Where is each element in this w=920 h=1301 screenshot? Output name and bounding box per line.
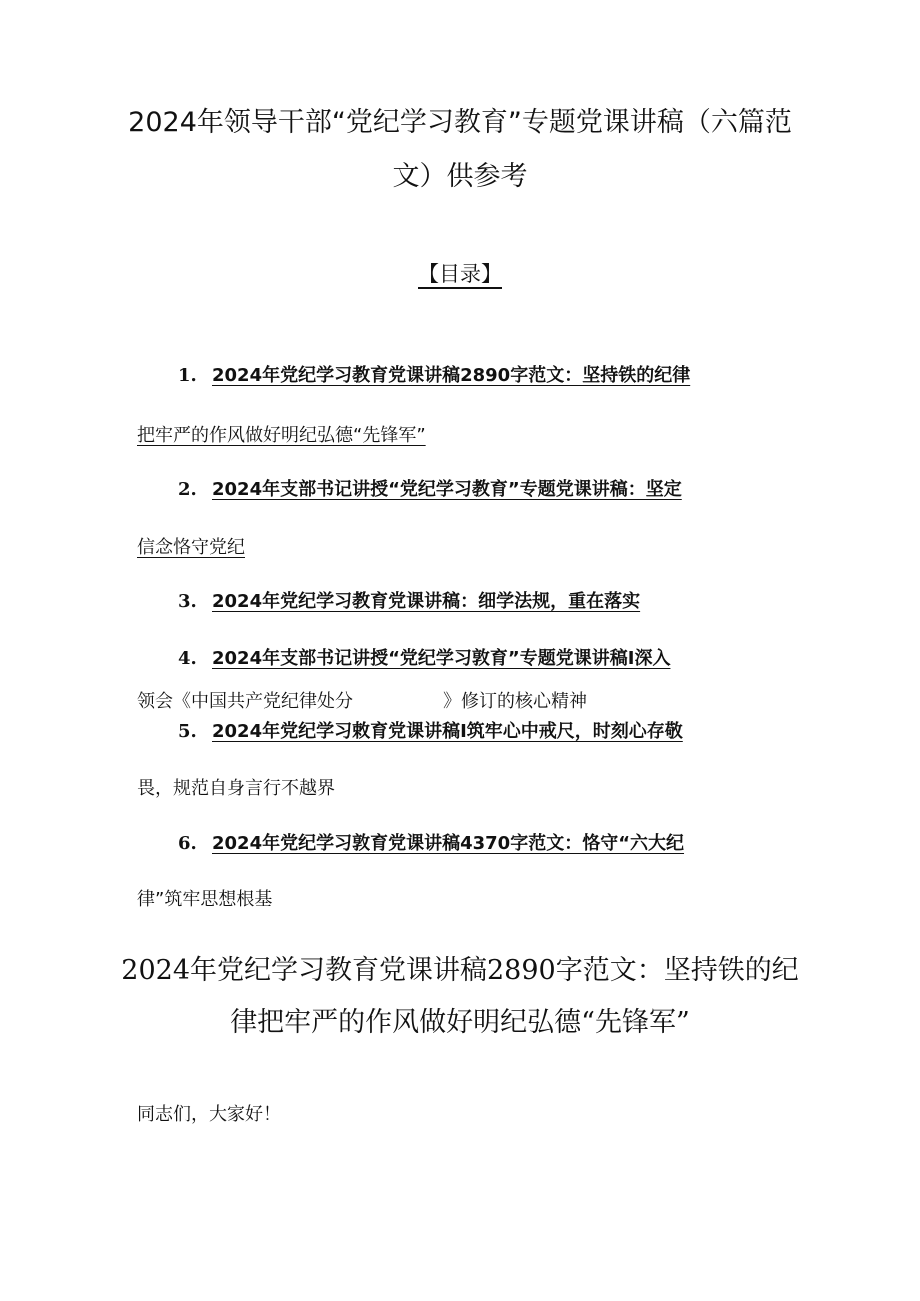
- toc-item-text: 2024年党纪学习敕育党课讲稿I筑牢心中戒尺，时刻心存敬: [212, 721, 683, 742]
- toc-item-2[interactable]: [178, 478, 682, 502]
- toc-item-number: 1.: [178, 365, 197, 386]
- page-title: 2024年领导干部“党纪学习教育”专题党课讲稿（六篇范文）供参考: [128, 107, 792, 192]
- toc-item-text: 2024年支部书记讲授“党纪学习教育”专题党课讲稿：坚定: [212, 479, 682, 500]
- toc-item-6-continuation[interactable]: [137, 888, 272, 912]
- toc-heading: [0, 254, 920, 294]
- toc-item-text: 2024年党纪学习教育党课讲稿2890字范文：坚持铁的纪律: [212, 365, 691, 386]
- toc-item-text: 律”筑牢思想根基: [137, 889, 273, 910]
- toc-item-text: 》修订的核心精神: [443, 691, 587, 712]
- toc-item-6[interactable]: [178, 832, 684, 856]
- toc-item-number: 3.: [178, 591, 197, 612]
- toc-item-text: 畏，规范自身言行不越界: [137, 778, 335, 799]
- toc-item-number: 4.: [178, 648, 197, 669]
- toc-item-text: 2024年党纪学习教育党课讲稿：细学法规，重在落实: [212, 591, 641, 612]
- toc-item-4[interactable]: [178, 647, 670, 671]
- toc-item-text: 2024年党纪学习敦育党课讲稿4370字范文：恪守“六大纪: [212, 833, 685, 854]
- toc-item-text: 把牢严的作风做好明纪弘德“先锋军”: [137, 425, 426, 446]
- toc-item-1[interactable]: [178, 364, 690, 388]
- toc-item-number: 5.: [178, 721, 197, 742]
- toc-item-number: 6.: [178, 833, 197, 854]
- toc-item-text: 信念恪守党纪: [137, 537, 245, 558]
- toc-item-5-continuation[interactable]: [137, 777, 335, 801]
- toc-item-2-continuation[interactable]: [137, 536, 245, 560]
- toc-item-3[interactable]: [178, 590, 640, 614]
- section-title: 2024年党纪学习教育党课讲稿2890字范文：坚持铁的纪律把牢严的作风做好明纪弘德“先锋军”: [121, 955, 799, 1038]
- toc-item-4-continuation[interactable]: [137, 690, 587, 714]
- toc-item-5[interactable]: [178, 720, 683, 744]
- toc-item-text: 2024年支部书记讲授“党纪学习敦育”专题党课讲稿I深入: [212, 648, 671, 669]
- toc-item-1-continuation[interactable]: [137, 424, 426, 448]
- toc-heading-text: 【目录】: [418, 262, 502, 286]
- greeting-paragraph: 同志们，大家好！: [137, 1104, 281, 1125]
- toc-item-text: 领会《中国共产党纪律处分: [137, 691, 353, 712]
- toc-item-number: 2.: [178, 479, 197, 500]
